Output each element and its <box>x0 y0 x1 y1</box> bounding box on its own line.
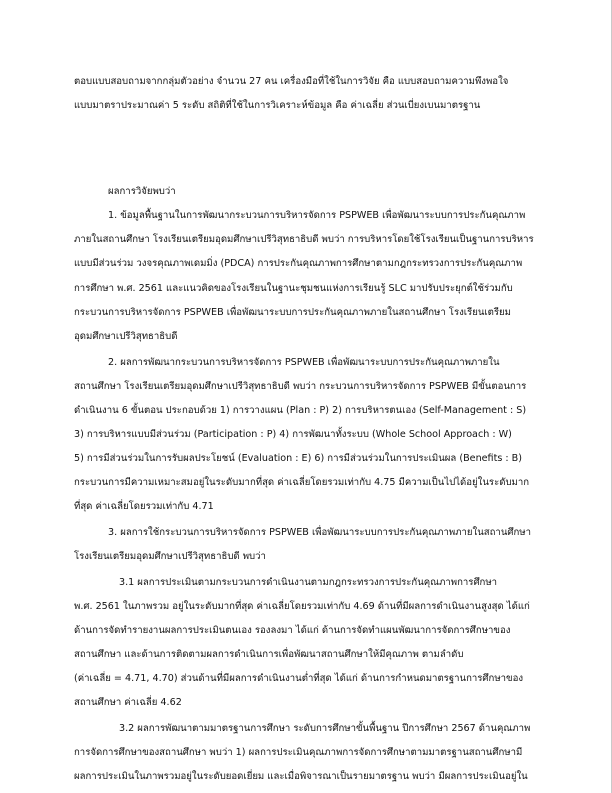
paragraph-line: กระบวนการมีความเหมาะสมอยู่ในระดับมากที่สุด ค่าเฉลี่ยโดยรวมเท่ากับ 4.75 มีความเป็นไปได้อยู่ในระดับมาก <box>74 477 530 488</box>
paragraph-line: พ.ศ. 2561 ในภาพรวม อยู่ในระดับมากที่สุด ค่าเฉลี่ยโดยรวมเท่ากับ 4.69 ด้านที่มีผลการดำเนินงานสูงสุด ได้แก่ <box>74 601 530 612</box>
intro-line: แบบมาตราประมาณค่า 5 ระดับ สถิติที่ใช้ในการวิเคราะห์ข้อมูล คือ ค่าเฉลี่ย ส่วนเบี่ยงเบนมาตรฐาน <box>74 100 481 111</box>
paragraph-line: การศึกษา พ.ศ. 2561 และแนวคิดของโรงเรียนในฐานะชุมชนแห่งการเรียนรู้ SLC มาปรับประยุกต์ใช้ร่วมกับ <box>74 283 513 294</box>
paragraph-line: ดำเนินงาน 6 ขั้นตอน ประกอบด้วย 1) การวางแผน (Plan : P) 2) การบริหารตนเอง (Self-Management : S) <box>74 405 527 416</box>
paragraph-line: 3.1 ผลการประเมินตามกระบวนการดำเนินงานตามกฎกระทรวงการประกันคุณภาพการศึกษา <box>119 577 498 588</box>
results-heading: ผลการวิจัยพบว่า <box>108 186 176 197</box>
paragraph-line: สถานศึกษา และด้านการติดตามผลการดำเนินการเพื่อพัฒนาสถานศึกษาให้มีคุณภาพ ตามลำดับ <box>74 649 464 660</box>
paragraph-line: ภายในสถานศึกษา โรงเรียนเตรียมอุดมศึกษาเปรีวิสุทธาธิบดี พบว่า การบริหารโดยใช้โรงเรียนเป็นฐานการบริหาร <box>74 234 534 245</box>
paragraph-line: ผลการประเมินในภาพรวมอยู่ในระดับยอดเยี่ยม และเมื่อพิจารณาเป็นรายมาตรฐาน พบว่า มีผลการประเมินอยู่ใน <box>74 771 528 782</box>
intro-line: ตอบแบบสอบถามจากกลุ่มตัวอย่าง จำนวน 27 คน เครื่องมือที่ใช้ในการวิจัย คือ แบบสอบถามความพึงพอใจ <box>74 76 509 87</box>
paragraph-line: 3.2 ผลการพัฒนาตามมาตรฐานการศึกษา ระดับการศึกษาขั้นพื้นฐาน ปีการศึกษา 2567 ด้านคุณภาพ <box>119 723 531 734</box>
paragraph-line: กระบวนการบริหารจัดการ PSPWEB เพื่อพัฒนาระบบการประกันคุณภาพภายในสถานศึกษา โรงเรียนเตรียม <box>74 307 511 318</box>
paragraph-line: (ค่าเฉลี่ย = 4.71, 4.70) ส่วนด้านที่มีผลการดำเนินงานต่ำที่สุด ได้แก่ ด้านการกำหนดมาตรฐานการศึกษาของ <box>74 673 524 684</box>
paragraph-line: ที่สุด ค่าเฉลี่ยโดยรวมเท่ากับ 4.71 <box>74 501 214 512</box>
paragraph-line: 1. ข้อมูลพื้นฐานในการพัฒนากระบวนการบริหารจัดการ PSPWEB เพื่อพัฒนาระบบการประกันคุณภาพ <box>108 210 526 221</box>
paragraph-line: 2. ผลการพัฒนากระบวนการบริหารจัดการ PSPWEB เพื่อพัฒนาระบบการประกันคุณภาพภายใน <box>108 357 500 368</box>
paragraph-line: อุดมศึกษาเปรีวิสุทธาธิบดี <box>74 331 178 342</box>
paragraph-line: 3) การบริหารแบบมีส่วนร่วม (Participation : P) 4) การพัฒนาทั้งระบบ (Whole School Approach : W) <box>74 429 512 440</box>
paragraph-line: สถานศึกษา ค่าเฉลี่ย 4.62 <box>74 697 182 708</box>
paragraph-line: แบบมีส่วนร่วม วงจรคุณภาพเดมมิ่ง (PDCA) การประกันคุณภาพการศึกษาตามกฎกระทรวงการประกันคุณภาพ <box>74 258 523 269</box>
paragraph-line: สถานศึกษา โรงเรียนเตรียมอุดมศึกษาเปรีวิสุทธาธิบดี พบว่า กระบวนการบริหารจัดการ PSPWEB มีขั้นตอนการ <box>74 381 527 392</box>
paragraph-line: 3. ผลการใช้กระบวนการบริหารจัดการ PSPWEB เพื่อพัฒนาระบบการประกันคุณภาพภายในสถานศึกษา <box>108 527 531 538</box>
paragraph-line: 5) การมีส่วนร่วมในการรับผลประโยชน์ (Evaluation : E) 6) การมีส่วนร่วมในการประเมินผล (Benefits : B) <box>74 453 523 464</box>
paragraph-line: ด้านการจัดทำรายงานผลการประเมินตนเอง รองลงมา ได้แก่ ด้านการจัดทำแผนพัฒนาการจัดการศึกษาของ <box>74 625 511 636</box>
paragraph-line: การจัดการศึกษาของสถานศึกษา พบว่า 1) ผลการประเมินคุณภาพการจัดการศึกษาตามมาตรฐานสถานศึกษามี <box>74 747 523 758</box>
paragraph-line: โรงเรียนเตรียมอุดมศึกษาเปรีวิสุทธาธิบดี พบว่า <box>74 551 266 562</box>
